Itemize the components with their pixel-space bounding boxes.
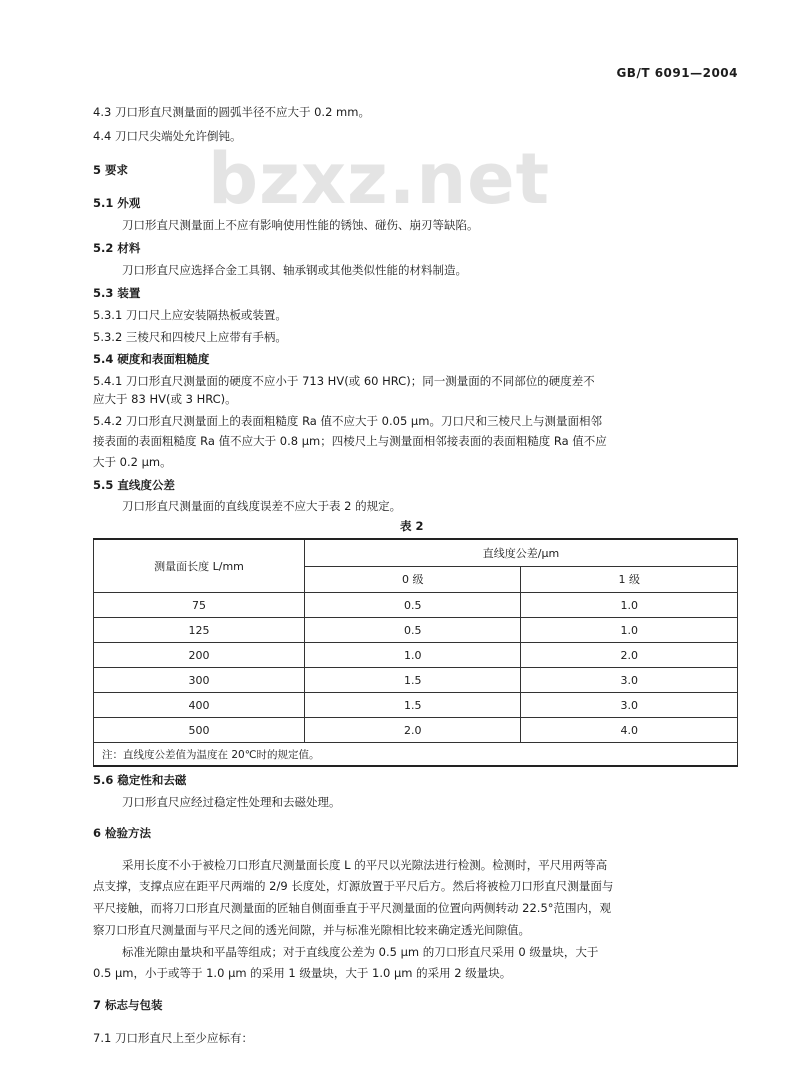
standard-code: GB/T 6091—2004	[616, 66, 738, 80]
watermark-logo: bzxz.net	[208, 138, 551, 220]
cell-length: 300	[94, 668, 305, 693]
section-6-para1-line1: 采用长度不小于被检刀口形直尺测量面长度 L 的平尺以光隙法进行检测。检测时，平尺用两等高	[122, 858, 608, 872]
clause-5-3-1: 5.3.1 刀口尺上应安装隔热板或装置。	[93, 308, 287, 322]
clause-5-5-heading: 5.5 直线度公差	[93, 478, 175, 492]
clause-5-4-2-line3: 大于 0.2 μm。	[93, 455, 172, 469]
section-6-para1-line2: 点支撑，支撑点应在距平尺两端的 2/9 长度处，灯源放置于平尺后方。然后将被检刀口形直尺测量面与	[93, 879, 614, 893]
cell-grade-0: 2.0	[305, 718, 521, 743]
table-note-row	[94, 743, 738, 767]
clause-5-2-heading: 5.2 材料	[93, 241, 141, 255]
clause-5-4-2-line1: 5.4.2 刀口形直尺测量面上的表面粗糙度 Ra 值不应大于 0.05 μm。刀口尺和三棱尺上与测量面相邻	[93, 414, 602, 428]
table-row	[94, 718, 738, 743]
section-6-heading: 6 检验方法	[93, 826, 152, 840]
clause-5-2-text: 刀口形直尺应选择合金工具钢、轴承钢或其他类似性能的材料制造。	[122, 263, 467, 277]
section-6-para1-line3: 平尺接触，而将刀口形直尺测量面的匠轴自侧面垂直于平尺测量面的位置向两侧转动 22.5°范围内，观	[93, 901, 612, 915]
clause-4-4: 4.4 刀口尺尖端处允许倒钝。	[93, 129, 242, 143]
table-row	[94, 693, 738, 718]
cell-grade-1: 4.0	[521, 718, 738, 743]
section-7-heading: 7 标志与包装	[93, 998, 163, 1012]
clause-5-4-1-line2: 应大于 83 HV(或 3 HRC)。	[93, 392, 237, 406]
table-row	[94, 618, 738, 643]
clause-5-6-text: 刀口形直尺应经过稳定性处理和去磁处理。	[122, 795, 341, 809]
clause-7-1: 7.1 刀口形直尺上至少应标有：	[93, 1031, 253, 1045]
cell-grade-1: 1.0	[521, 618, 738, 643]
cell-grade-1: 3.0	[521, 693, 738, 718]
table-row	[94, 668, 738, 693]
cell-grade-1: 1.0	[521, 593, 738, 618]
clause-5-1-text: 刀口形直尺测量面上不应有影响使用性能的锈蚀、碰伤、崩刃等缺陷。	[122, 218, 479, 232]
clause-5-3-2: 5.3.2 三棱尺和四棱尺上应带有手柄。	[93, 330, 287, 344]
cell-grade-0: 0.5	[305, 618, 521, 643]
header-tolerance: 直线度公差/μm	[305, 539, 738, 566]
section-5-heading: 5 要求	[93, 163, 129, 177]
section-6-para2-line1: 标准光隙由量块和平晶等组成；对于直线度公差为 0.5 μm 的刀口形直尺采用 0 级量块，大于	[122, 945, 599, 959]
cell-length: 125	[94, 618, 305, 643]
straightness-tolerance-table	[93, 538, 738, 767]
clause-4-3: 4.3 刀口形直尺测量面的圆弧半径不应大于 0.2 mm。	[93, 105, 370, 119]
table-header-row	[94, 539, 738, 566]
clause-5-5-text: 刀口形直尺测量面的直线度误差不应大于表 2 的规定。	[122, 499, 402, 513]
header-length: 测量面长度 L/mm	[94, 539, 305, 593]
clause-5-4-2-line2: 接表面的表面粗糙度 Ra 值不应大于 0.8 μm；四棱尺上与测量面相邻接表面的表面粗糙度 Ra 值不应	[93, 434, 607, 448]
cell-grade-0: 0.5	[305, 593, 521, 618]
cell-grade-1: 2.0	[521, 643, 738, 668]
clause-5-3-heading: 5.3 装置	[93, 286, 141, 300]
section-6-para1-line4: 察刀口形直尺测量面与平尺之间的透光间隙，并与标准光隙相比较来确定透光间隙值。	[93, 923, 530, 937]
header-grade-0: 0 级	[305, 566, 521, 593]
table-2-title: 表 2	[400, 519, 424, 533]
table-row	[94, 643, 738, 668]
table-row	[94, 593, 738, 618]
cell-grade-1: 3.0	[521, 668, 738, 693]
clause-5-6-heading: 5.6 稳定性和去磁	[93, 773, 187, 787]
header-grade-1: 1 级	[521, 566, 738, 593]
cell-length: 200	[94, 643, 305, 668]
cell-length: 500	[94, 718, 305, 743]
section-6-para2-line2: 0.5 μm，小于或等于 1.0 μm 的采用 1 级量块，大于 1.0 μm 的采用 2 级量块。	[93, 966, 512, 980]
clause-5-4-1-line1: 5.4.1 刀口形直尺测量面的硬度不应小于 713 HV(或 60 HRC)；同一测量面的不同部位的硬度差不	[93, 374, 595, 388]
cell-grade-0: 1.5	[305, 693, 521, 718]
clause-5-1-heading: 5.1 外观	[93, 196, 141, 210]
cell-grade-0: 1.0	[305, 643, 521, 668]
cell-grade-0: 1.5	[305, 668, 521, 693]
clause-5-4-heading: 5.4 硬度和表面粗糙度	[93, 352, 210, 366]
table-note: 注：直线度公差值为温度在 20℃时的规定值。	[94, 743, 738, 767]
cell-length: 400	[94, 693, 305, 718]
cell-length: 75	[94, 593, 305, 618]
